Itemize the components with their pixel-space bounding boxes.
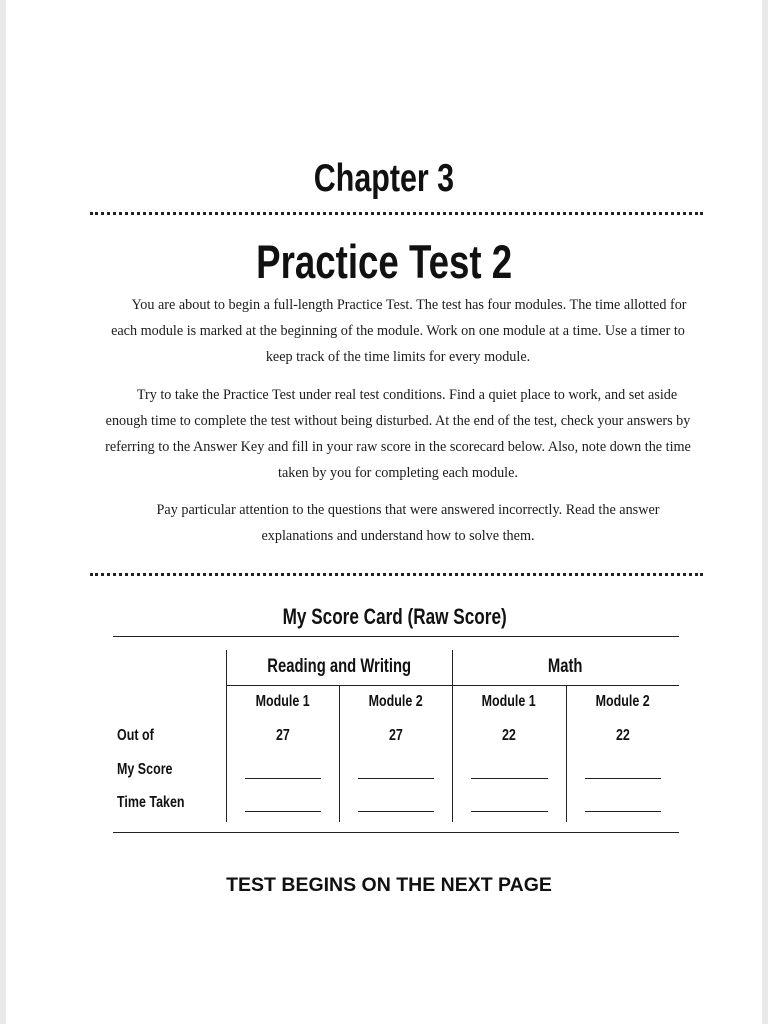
page-title-text: Practice Test 2: [255, 235, 513, 288]
paragraph-line: You are about to begin a full-length Practice Test. The test has four modules. The time allotted for: [131, 297, 687, 313]
paragraph-line: Try to take the Practice Test under real test conditions. Find a quiet place to work, and set aside: [136, 387, 678, 403]
paragraph-line: enough time to complete the test without being disturbed. At the end of the test, check your answers by: [105, 413, 691, 429]
dotted-divider: [90, 573, 703, 576]
paragraph-line: taken by you for completing each module.: [278, 465, 518, 481]
section-header-reading-writing: Reading and Writing: [267, 656, 411, 677]
my-score-blank[interactable]: [471, 778, 548, 779]
chapter-heading-text: Chapter 3: [313, 157, 455, 200]
time-taken-blank[interactable]: [471, 811, 548, 812]
time-taken-blank[interactable]: [358, 811, 434, 812]
out-of-value: 27: [388, 727, 403, 744]
scorecard-title: My Score Card (Raw Score): [282, 604, 508, 629]
dotted-divider: [90, 212, 703, 215]
row-label-time-taken: Time Taken: [117, 794, 185, 811]
out-of-value: 27: [275, 727, 290, 744]
time-taken-blank[interactable]: [245, 811, 321, 812]
out-of-value: 22: [615, 727, 630, 744]
paragraph-line: each module is marked at the beginning of the module. Work on one module at a time. Use a timer to: [111, 323, 685, 339]
paragraph-line: Pay particular attention to the questions that were answered incorrectly. Read the answer: [156, 502, 660, 518]
row-label-out-of: Out of: [117, 727, 154, 744]
my-score-blank[interactable]: [585, 778, 661, 779]
paragraph-line: keep track of the time limits for every module.: [265, 349, 531, 365]
section-header-math: Math: [548, 656, 583, 677]
out-of-value: 22: [502, 727, 516, 744]
my-score-blank[interactable]: [245, 778, 321, 779]
next-page-notice: TEST BEGINS ON THE NEXT PAGE: [226, 874, 552, 896]
scorecard-top-rule: [113, 636, 679, 637]
chapter-heading: [0, 156, 768, 201]
my-score-blank[interactable]: [358, 778, 434, 779]
page-title: [0, 234, 768, 290]
paragraph-line: explanations and understand how to solve them.: [261, 528, 535, 544]
intro-paragraph-3: [88, 497, 708, 549]
intro-paragraph-2: [88, 382, 708, 486]
module-header: Module 1: [255, 693, 310, 710]
module-header: Module 2: [368, 693, 423, 710]
module-header: Module 1: [481, 693, 537, 710]
row-label-my-score: My Score: [117, 761, 173, 778]
module-header: Module 2: [595, 693, 650, 710]
time-taken-blank[interactable]: [585, 811, 661, 812]
intro-paragraph-1: [88, 292, 708, 370]
scorecard-bottom-rule: [113, 832, 679, 833]
paragraph-line: referring to the Answer Key and fill in your raw score in the scorecard below. Also, note down the time: [105, 439, 691, 455]
